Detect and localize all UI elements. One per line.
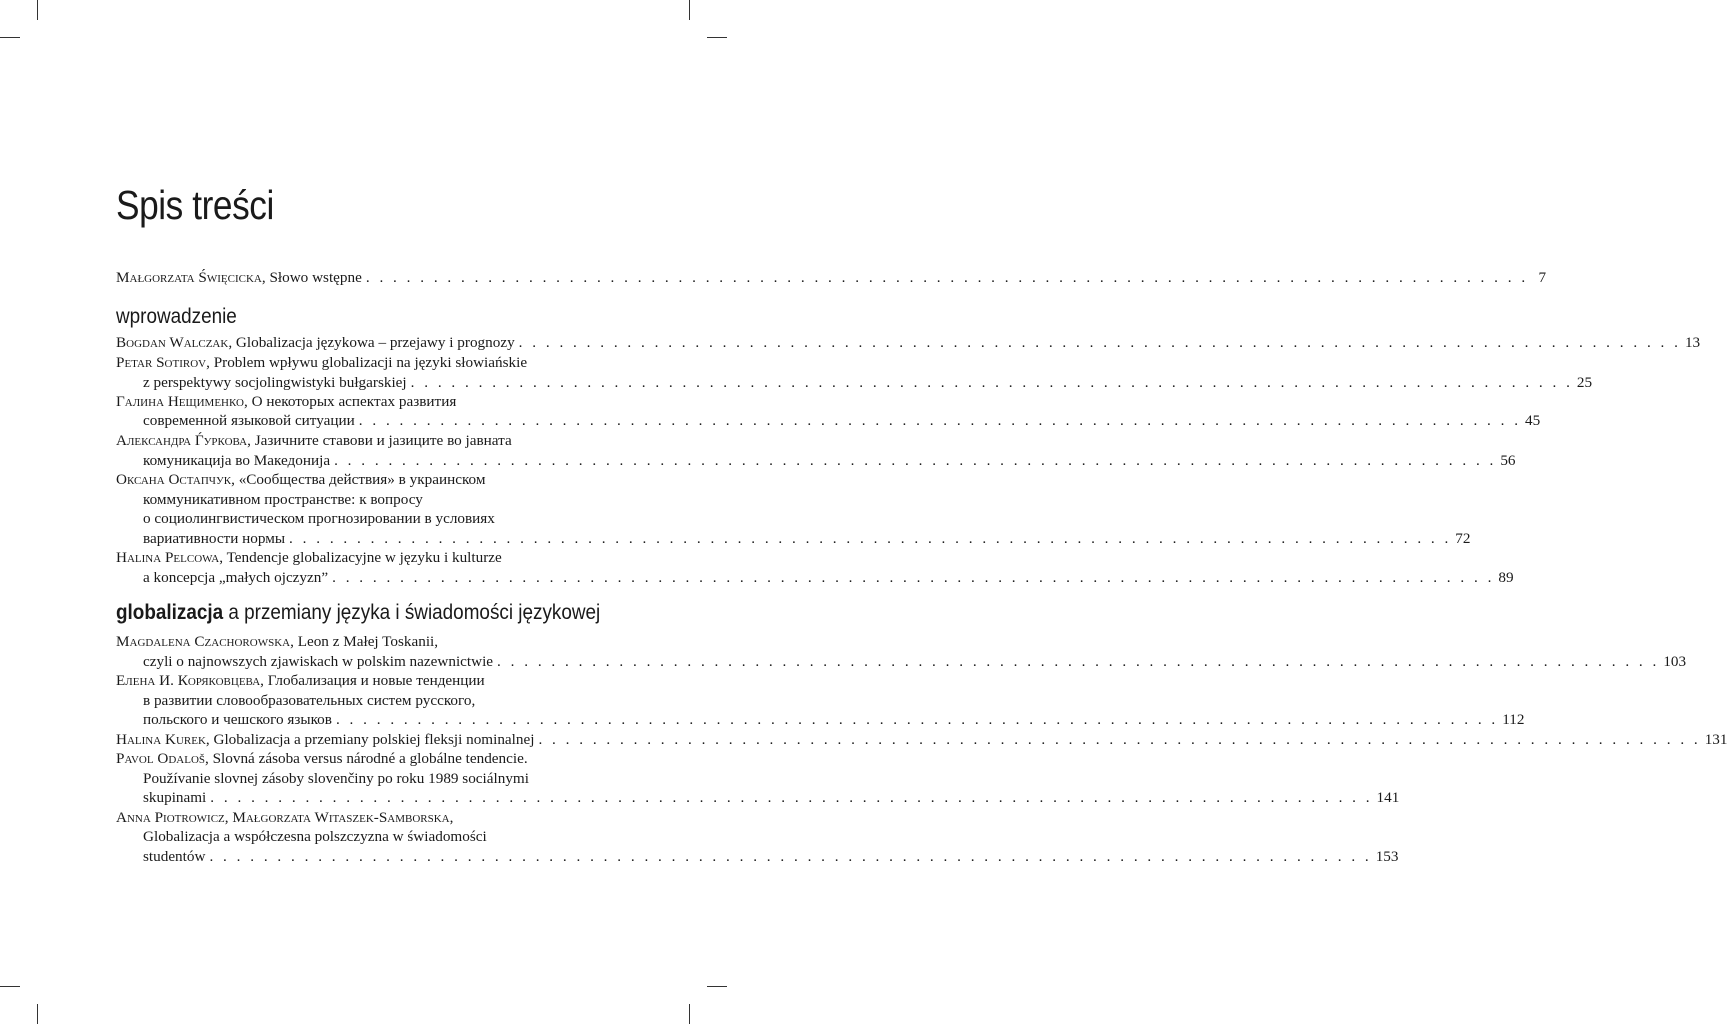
entry-author: Pavol Odaloš, — [116, 750, 209, 767]
entry-author: Оксана Остапчук, — [116, 471, 235, 488]
dot-leader: . . . . . . . . . . . . . . . . . . . . . . . . . . . . . . . . . . . . . . . . . . . . . . . . . . . . . . . . . . . . . . . . . . . . . . . . . . . . . . . . . . . . . . — [289, 530, 1452, 547]
entry-title: Problem wpływu globalizacji na języki słowiańskie — [209, 354, 528, 371]
toc-entry-continuation[interactable] — [143, 568, 1514, 588]
page-number: 103 — [1663, 653, 1687, 670]
toc-entry[interactable] — [116, 749, 611, 769]
toc-entry-continuation[interactable] — [143, 411, 1541, 431]
page-number: 45 — [1525, 412, 1541, 429]
entry-title: studentów — [143, 848, 206, 865]
entry-author: Małgorzata Święcicka, — [116, 269, 266, 286]
entry-title: комуникација во Македонија — [143, 452, 331, 469]
entry-title: Leon z Małej Toskanii, — [293, 633, 439, 650]
page-title: Spis treści — [116, 182, 274, 228]
toc-entry[interactable] — [116, 470, 611, 490]
entry-title: skupinami — [143, 789, 207, 806]
toc-entry-continuation[interactable] — [143, 788, 1400, 808]
toc-entry[interactable] — [116, 268, 1547, 288]
dot-leader: . . . . . . . . . . . . . . . . . . . . . . . . . . . . . . . . . . . . . . . . . . . . . . . . . . . . . . . . . . . . . . . . . . . . . . . . . . . . . . . . . . . . . . — [410, 374, 1573, 391]
crop-mark — [707, 986, 727, 987]
toc-entry-continuation[interactable] — [143, 652, 1687, 672]
entry-title: в развитии словообразовательных систем русского, — [143, 692, 476, 709]
toc-entry[interactable] — [116, 548, 611, 568]
entry-title: czyli o najnowszych zjawiskach w polskim nazewnictwie — [143, 653, 494, 670]
crop-mark — [37, 0, 38, 20]
toc-entry[interactable] — [116, 392, 611, 412]
crop-mark — [707, 37, 727, 38]
entry-author: Halina Kurek, — [116, 731, 210, 748]
toc-entry[interactable] — [116, 333, 1701, 353]
toc-entry[interactable] — [116, 730, 1727, 750]
entry-author: Anna Piotrowicz, Małgorzata Witaszek-Samborska, — [116, 809, 454, 826]
entry-title: О некоторых аспектах развития — [247, 393, 457, 410]
entry-title: «Сообщества действия» в украинском — [234, 471, 486, 488]
entry-title: Používanie slovnej zásoby slovenčiny po roku 1989 sociálnymi — [143, 770, 529, 787]
entry-title: Tendencje globalizacyjne w języku i kulturze — [223, 549, 502, 566]
entry-title: польского и чешского языков — [143, 711, 332, 728]
page-number: 7 — [1538, 269, 1547, 286]
dot-leader: . . . . . . . . . . . . . . . . . . . . . . . . . . . . . . . . . . . . . . . . . . . . . . . . . . . . . . . . . . . . . . . . . . . . . . . . . . . . . . . . . . . . . . — [538, 731, 1701, 748]
entry-author: Галина Нещименко, — [116, 393, 248, 410]
toc-entry-continuation[interactable] — [143, 847, 1399, 867]
entry-title: современной языковой ситуации — [143, 412, 355, 429]
section-heading — [116, 601, 600, 625]
entry-author: Bogdan Walczak, — [116, 334, 233, 351]
page-number: 13 — [1684, 334, 1701, 351]
entry-title: Globalizacja a współczesna polszczyzna w świadomości — [143, 828, 487, 845]
entry-author: Александра Ѓуркова, — [116, 432, 251, 449]
entry-author: Halina Pelcowa, — [116, 549, 224, 566]
page-number: 131 — [1704, 731, 1727, 748]
section-heading-bold: globalizacja — [116, 601, 224, 624]
dot-leader: . . . . . . . . . . . . . . . . . . . . . . . . . . . . . . . . . . . . . . . . . . . . . . . . . . . . . . . . . . . . . . . . . . . . . . . . . . . . . . . . . . . . . . — [335, 711, 1499, 728]
toc-entry-continuation[interactable] — [143, 827, 611, 847]
page-number: 141 — [1376, 789, 1400, 806]
page-number: 56 — [1500, 452, 1516, 469]
entry-title: a koncepcja „małych ojczyzn” — [143, 569, 329, 586]
toc-entry-continuation[interactable] — [143, 769, 611, 789]
toc-entry[interactable] — [116, 632, 611, 652]
toc-entry-continuation[interactable] — [143, 373, 1593, 393]
dot-leader: . . . . . . . . . . . . . . . . . . . . . . . . . . . . . . . . . . . . . . . . . . . . . . . . . . . . . . . . . . . . . . . . . . . . . . . . . . . . . . . . . . . . . . — [497, 653, 1660, 670]
dot-leader: . . . . . . . . . . . . . . . . . . . . . . . . . . . . . . . . . . . . . . . . . . . . . . . . . . . . . . . . . . . . . . . . . . . . . . . . . . . . . . . . . . . . . . — [358, 412, 1522, 429]
entry-title: Globalizacja językowa – przejawy i prognozy — [232, 334, 515, 351]
toc-entry[interactable] — [116, 671, 611, 691]
toc-entry[interactable] — [116, 431, 611, 451]
section-heading: wprowadzenie — [116, 305, 237, 328]
entry-author: Magdalena Czachorowska, — [116, 633, 294, 650]
page-number: 112 — [1502, 711, 1525, 728]
entry-title: Slovná zásoba versus národné a globálne tendencie. — [208, 750, 528, 767]
toc-entry-continuation[interactable] — [143, 529, 1471, 549]
entry-title: Globalizacja a przemiany polskiej fleksji nominalnej — [209, 731, 535, 748]
page-number: 89 — [1498, 569, 1514, 586]
entry-title: вариативности нормы — [143, 530, 286, 547]
entry-title: о социолингвистическом прогнозировании в условиях — [143, 510, 495, 527]
dot-leader: . . . . . . . . . . . . . . . . . . . . . . . . . . . . . . . . . . . . . . . . . . . . . . . . . . . . . . . . . . . . . . . . . . . . . . . . . . . . . . . . . . . . . . — [332, 569, 1495, 586]
dot-leader: . . . . . . . . . . . . . . . . . . . . . . . . . . . . . . . . . . . . . . . . . . . . . . . . . . . . . . . . . . . . . . . . . . . . . . . . . . . . . . . . . . . . . . — [334, 452, 1497, 469]
entry-title: Słowo wstępne — [265, 269, 362, 286]
page-number: 153 — [1375, 848, 1399, 865]
dot-leader: . . . . . . . . . . . . . . . . . . . . . . . . . . . . . . . . . . . . . . . . . . . . . . . . . . . . . . . . . . . . . . . . . . . . . . . . . . . . . . . . . . . . . . — [210, 789, 1373, 806]
entry-author: Елена И. Коряковцева, — [116, 672, 264, 689]
dot-leader: . . . . . . . . . . . . . . . . . . . . . . . . . . . . . . . . . . . . . . . . . . . . . . . . . . . . . . . . . . . . . . . . . . . . . . . . . . . . . . . . . . . . . . — [365, 269, 1529, 286]
crop-mark — [689, 1004, 690, 1024]
page-number: 25 — [1576, 374, 1593, 391]
crop-mark — [0, 986, 20, 987]
dot-leader: . . . . . . . . . . . . . . . . . . . . . . . . . . . . . . . . . . . . . . . . . . . . . . . . . . . . . . . . . . . . . . . . . . . . . . . . . . . . . . . . . . . . . . — [209, 848, 1372, 865]
dot-leader: . . . . . . . . . . . . . . . . . . . . . . . . . . . . . . . . . . . . . . . . . . . . . . . . . . . . . . . . . . . . . . . . . . . . . . . . . . . . . . . . . . . . . . — [518, 334, 1681, 351]
entry-author: Petar Sotirov, — [116, 354, 210, 371]
toc-entry-continuation[interactable] — [143, 509, 611, 529]
crop-mark — [689, 0, 690, 20]
entry-title: коммуникативном пространстве: к вопросу — [143, 491, 423, 508]
toc-entry-continuation[interactable] — [143, 490, 611, 510]
toc-entry-continuation[interactable] — [143, 451, 1516, 471]
toc-entry[interactable] — [116, 353, 611, 373]
section-heading-rest: a przemiany języka i świadomości językowej — [223, 601, 601, 624]
entry-title: z perspektywy socjolingwistyki bułgarskiej — [143, 374, 407, 391]
toc-entry[interactable] — [116, 808, 611, 828]
crop-mark — [0, 37, 20, 38]
page-number: 72 — [1455, 530, 1471, 547]
toc-entry-continuation[interactable] — [143, 691, 611, 711]
crop-mark — [37, 1004, 38, 1024]
entry-title: Глобализация и новые тенденции — [263, 672, 485, 689]
entry-title: Јазичните ставови и јазиците во јавната — [250, 432, 512, 449]
toc-entry-continuation[interactable] — [143, 710, 1525, 730]
